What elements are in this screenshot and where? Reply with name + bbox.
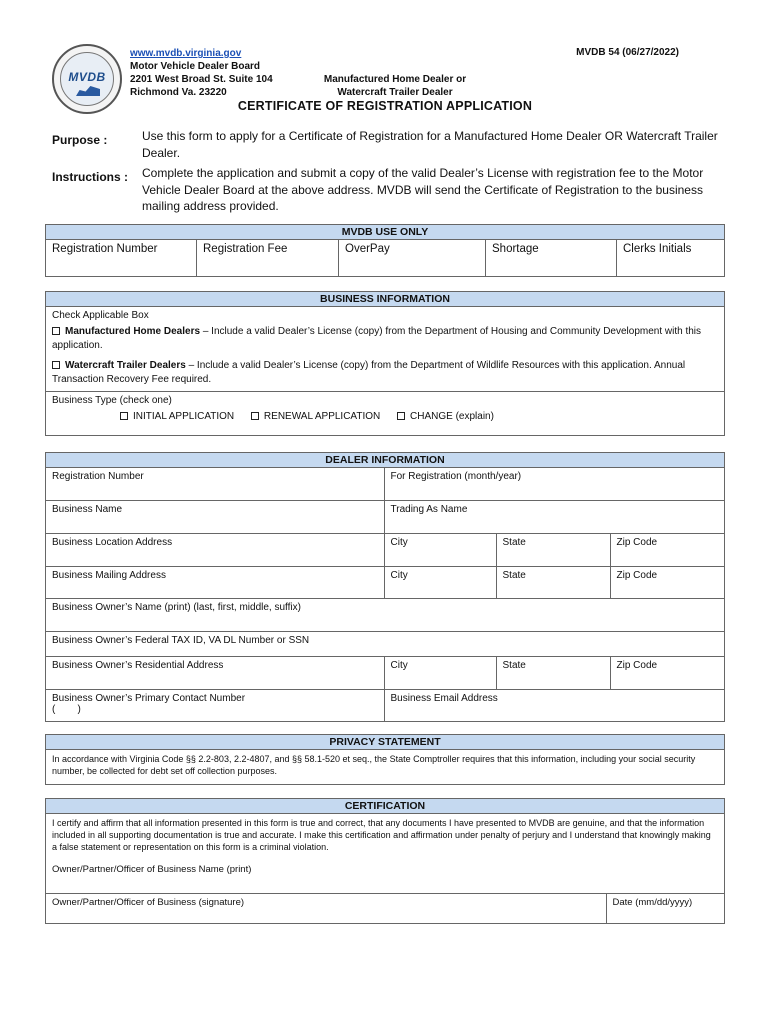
business-location-address-field[interactable]: Business Location Address [46, 533, 384, 566]
dealer-registration-number-field[interactable]: Registration Number [46, 468, 384, 500]
business-information-section [45, 291, 725, 436]
form-title: CERTIFICATE OF REGISTRATION APPLICATION [237, 99, 533, 113]
dealer-type-line1: Manufactured Home Dealer or [323, 74, 467, 85]
watercraft-trailer-label: Watercraft Trailer Dealers [65, 360, 186, 371]
board-address-line2: Richmond Va. 23220 [130, 87, 227, 98]
business-mailing-address-field[interactable]: Business Mailing Address [46, 566, 384, 598]
check-applicable-label: Check Applicable Box [52, 310, 149, 321]
mailing-city-field[interactable]: City [384, 566, 496, 598]
phone-area-code-parens: ( ) [52, 703, 81, 715]
renewal-application-checkbox[interactable] [251, 412, 259, 420]
shortage-field[interactable]: Shortage [486, 240, 617, 276]
watercraft-trailer-text: – Include a valid Dealer’s License (copy) from the Department of Wildlife Resources with this application. Annual Transaction Recovery Fee required. [52, 360, 686, 385]
board-name: Motor Vehicle Dealer Board [130, 61, 261, 72]
mvdb-use-row [46, 240, 724, 276]
certification-header: CERTIFICATION [46, 799, 724, 814]
owner-residential-address-field[interactable]: Business Owner’s Residential Address [46, 656, 384, 689]
owner-taxid-field[interactable]: Business Owner’s Federal TAX ID, VA DL Number or SSN [46, 631, 724, 656]
dealer-type-subtitle [300, 73, 490, 99]
instructions-label: Instructions : [52, 170, 129, 184]
board-address-block [130, 47, 273, 99]
seal-mvdb-text: MVDB [68, 70, 106, 84]
for-registration-field[interactable]: For Registration (month/year) [390, 471, 522, 482]
business-type-options [52, 410, 718, 424]
registration-number-field[interactable]: Registration Number [46, 240, 197, 276]
dealer-row-business-name [46, 500, 724, 533]
privacy-statement-section [45, 734, 725, 785]
dealer-row-mailing [46, 566, 724, 598]
certification-text: I certify and affirm that all information presented in this form is true and correct, that any documents I have presented to MVDB are genuine, and that the information included in all supporting documentation is true and accurate. I make this certification and affirmation under penalty of perjury and I understand that knowingly making a false statement or representation on this form is a criminal violation. [52, 818, 711, 852]
board-address-line1: 2201 West Broad St. Suite 104 [130, 74, 273, 85]
residential-state-field[interactable]: State [496, 656, 610, 689]
change-label: CHANGE (explain) [410, 411, 494, 422]
purpose-text: Use this form to apply for a Certificate of Registration for a Manufactured Home Dealer OR Watercraft Trailer Dealer. [142, 129, 718, 160]
watercraft-trailer-checkbox[interactable] [52, 361, 60, 369]
certification-row-signature [46, 893, 724, 923]
business-check-box-area [46, 307, 724, 391]
owner-contact-number-field[interactable] [46, 689, 384, 721]
owner-signature-field[interactable]: Owner/Partner/Officer of Business (signature) [46, 893, 606, 923]
overpay-field[interactable]: OverPay [339, 240, 486, 276]
purpose-row [52, 128, 722, 161]
owner-name-field[interactable]: Business Owner’s Name (print) (last, first, middle, suffix) [46, 598, 724, 631]
business-type-area [46, 391, 724, 435]
mailing-state-field[interactable]: State [496, 566, 610, 598]
owner-contact-label: Business Owner’s Primary Contact Number [52, 692, 246, 704]
watercraft-trailer-option [52, 359, 718, 387]
renewal-application-label: RENEWAL APPLICATION [263, 411, 381, 422]
business-name-field[interactable]: Business Name [46, 500, 384, 533]
instructions-text: Complete the application and submit a copy of the valid Dealer’s License with registration fee to the Motor Vehicle Dealer Board at the above address. MVDB will send the Certificate of Registration to the business mailing address provided. [142, 166, 704, 213]
mailing-zip-field[interactable]: Zip Code [610, 566, 724, 598]
form-id: MVDB 54 (06/27/2022) [576, 47, 679, 58]
mvdb-use-only-section [45, 224, 725, 277]
intro-section [52, 128, 722, 219]
trading-as-field[interactable]: Trading As Name [384, 500, 724, 533]
dealer-row-contact [46, 689, 724, 721]
manufactured-home-text: – Include a valid Dealer’s License (copy) from the Department of Housing and Community Development with this application. [52, 326, 702, 351]
mvdb-use-only-header: MVDB USE ONLY [46, 225, 724, 240]
privacy-statement-text: In accordance with Virginia Code §§ 2.2-803, 2.2-4807, and §§ 58.1-520 et seq., the State Comptroller requires that this information, including your social security number, be collected for debt set off collection purposes. [52, 754, 696, 776]
dealer-row-owner-taxid [46, 631, 724, 656]
privacy-statement-header: PRIVACY STATEMENT [46, 735, 724, 750]
location-city-field[interactable]: City [384, 533, 496, 566]
business-email-field[interactable]: Business Email Address [384, 689, 724, 721]
residential-zip-field[interactable]: Zip Code [610, 656, 724, 689]
registration-fee-field[interactable]: Registration Fee [197, 240, 339, 276]
purpose-label: Purpose : [52, 133, 108, 147]
dealer-row-registration [46, 468, 724, 500]
certification-date-field[interactable]: Date (mm/dd/yyyy) [606, 893, 724, 923]
dealer-row-location [46, 533, 724, 566]
residential-city-field[interactable]: City [384, 656, 496, 689]
initial-application-checkbox[interactable] [120, 412, 128, 420]
certification-section [45, 798, 725, 924]
instructions-row [52, 165, 722, 215]
business-information-header: BUSINESS INFORMATION [46, 292, 724, 307]
dealer-information-section [45, 452, 725, 722]
manufactured-home-checkbox[interactable] [52, 327, 60, 335]
dealer-information-header: DEALER INFORMATION [46, 453, 724, 468]
owner-name-print-field[interactable]: Owner/Partner/Officer of Business Name (print) [52, 864, 252, 875]
location-state-field[interactable]: State [496, 533, 610, 566]
board-website-link[interactable]: www.mvdb.virginia.gov [130, 48, 242, 59]
initial-application-label: INITIAL APPLICATION [133, 411, 235, 422]
manufactured-home-label: Manufactured Home Dealers [65, 326, 201, 337]
dealer-information-table [46, 468, 724, 721]
location-zip-field[interactable]: Zip Code [610, 533, 724, 566]
dealer-row-owner-name [46, 598, 724, 631]
manufactured-home-option [52, 325, 718, 353]
certification-row-name [46, 861, 724, 893]
change-checkbox[interactable] [397, 412, 405, 420]
dealer-row-residential [46, 656, 724, 689]
business-type-label: Business Type (check one) [52, 395, 172, 406]
clerks-initials-field[interactable]: Clerks Initials [623, 243, 692, 255]
dealer-type-line2: Watercraft Trailer Dealer [337, 87, 453, 98]
certification-table [46, 861, 724, 923]
